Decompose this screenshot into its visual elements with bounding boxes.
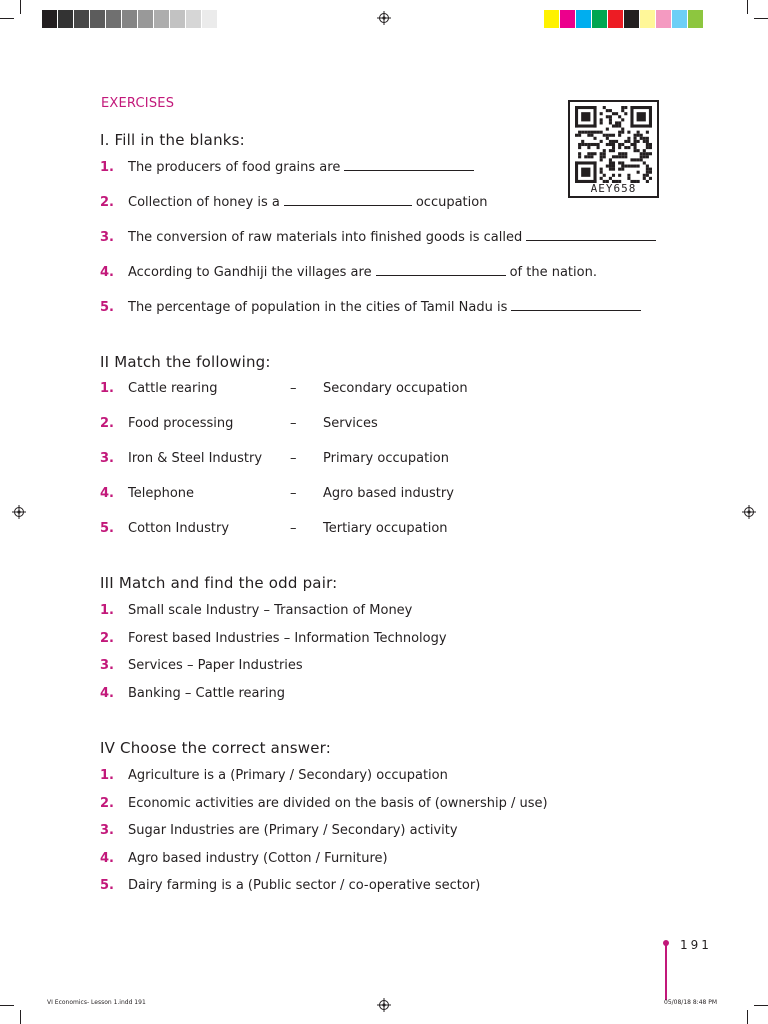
color-swatch — [624, 10, 640, 28]
blank-line — [376, 263, 506, 276]
match-right-term: Primary occupation — [323, 451, 449, 466]
match-left-term: Food processing — [128, 416, 234, 431]
match-left-term: Cotton Industry — [128, 521, 230, 536]
item-text-suffix: occupation — [415, 195, 488, 210]
item-text: Agro based industry (Cotton / Furniture) — [128, 851, 388, 866]
item-number: 1. — [100, 768, 114, 783]
section-odd-pair-title: III Match and find the odd pair: — [100, 574, 338, 592]
match-dash: – — [290, 521, 297, 536]
item-text-suffix: of the nation. — [509, 265, 597, 280]
page-number-bar — [665, 944, 667, 1000]
list-item — [100, 158, 478, 175]
item-text: The producers of food grains are — [128, 160, 341, 175]
color-swatch — [672, 10, 688, 28]
item-number: 4. — [100, 265, 114, 280]
blank-line — [344, 158, 474, 171]
section-choose-answer-title: IV Choose the correct answer: — [100, 739, 332, 757]
section-match-title: II Match the following: — [100, 353, 271, 371]
blank-line — [511, 298, 641, 311]
color-swatch — [122, 10, 138, 28]
color-swatch — [58, 10, 74, 28]
match-left-term: Cattle rearing — [128, 381, 218, 396]
match-dash: – — [290, 416, 297, 431]
qr-code-label: AEY658 — [590, 182, 637, 195]
item-number: 4. — [100, 686, 114, 701]
item-number: 5. — [100, 300, 114, 315]
color-swatch — [186, 10, 202, 28]
item-number: 4. — [100, 851, 114, 866]
color-swatch — [42, 10, 58, 28]
color-swatch — [90, 10, 106, 28]
item-text: The percentage of population in the cities of Tamil Nadu is — [128, 300, 508, 315]
item-number: 5. — [100, 878, 114, 893]
color-swatch — [202, 10, 218, 28]
item-text: The conversion of raw materials into finished goods is called — [128, 230, 523, 245]
list-item — [100, 228, 660, 245]
item-number: 5. — [100, 521, 114, 536]
color-swatch — [138, 10, 154, 28]
match-right-term: Tertiary occupation — [323, 521, 448, 536]
color-swatch — [218, 10, 234, 28]
item-text: Agriculture is a (Primary / Secondary) occupation — [128, 768, 448, 783]
item-number: 1. — [100, 381, 114, 396]
section-fill-blanks-title: I. Fill in the blanks: — [100, 131, 245, 149]
item-number: 3. — [100, 230, 114, 245]
item-number: 2. — [100, 631, 114, 646]
registration-mark-icon — [377, 11, 391, 25]
list-item — [100, 263, 597, 280]
match-left-term: Telephone — [128, 486, 195, 501]
item-number: 1. — [100, 603, 114, 618]
match-right-term: Agro based industry — [323, 486, 454, 501]
item-number: 2. — [100, 416, 114, 431]
list-item — [100, 298, 645, 315]
item-number: 3. — [100, 451, 114, 466]
match-left-term: Iron & Steel Industry — [128, 451, 263, 466]
match-dash: – — [290, 381, 297, 396]
color-swatch — [656, 10, 672, 28]
footer-file-slug: VI Economics- Lesson 1.indd 191 — [47, 999, 146, 1006]
match-right-term: Secondary occupation — [323, 381, 468, 396]
registration-mark-icon — [12, 505, 26, 519]
match-right-term: Services — [323, 416, 378, 431]
page-number: 191 — [680, 938, 712, 952]
item-text: Sugar Industries are (Primary / Secondary) activity — [128, 823, 458, 838]
process-color-bar — [544, 10, 704, 28]
color-swatch — [576, 10, 592, 28]
color-swatch — [106, 10, 122, 28]
color-swatch — [560, 10, 576, 28]
color-swatch — [592, 10, 608, 28]
item-number: 4. — [100, 486, 114, 501]
item-text: Forest based Industries – Information Technology — [128, 631, 447, 646]
item-text: According to Gandhiji the villages are — [128, 265, 372, 280]
list-item — [100, 796, 548, 811]
color-swatch — [74, 10, 90, 28]
color-swatch — [170, 10, 186, 28]
item-text: Small scale Industry – Transaction of Money — [128, 603, 413, 618]
color-swatch — [608, 10, 624, 28]
qr-code-icon — [575, 106, 652, 183]
exercises-heading: EXERCISES — [101, 96, 175, 111]
list-item — [100, 658, 303, 673]
item-number: 1. — [100, 160, 114, 175]
footer-timestamp: 05/08/18 8:48 PM — [664, 999, 718, 1006]
color-swatch — [640, 10, 656, 28]
item-text: Dairy farming is a (Public sector / co-operative sector) — [128, 878, 481, 893]
list-item — [100, 603, 412, 618]
color-swatch — [154, 10, 170, 28]
list-item — [100, 878, 480, 893]
item-text: Services – Paper Industries — [128, 658, 303, 673]
match-dash: – — [290, 451, 297, 466]
list-item — [100, 768, 448, 783]
item-number: 2. — [100, 796, 114, 811]
match-dash: – — [290, 486, 297, 501]
blank-line — [284, 193, 412, 206]
item-number: 2. — [100, 195, 114, 210]
item-text: Economic activities are divided on the basis of (ownership / use) — [128, 796, 548, 811]
item-number: 3. — [100, 823, 114, 838]
list-item — [100, 193, 487, 210]
blank-line — [526, 228, 656, 241]
list-item — [100, 686, 285, 701]
list-item — [100, 631, 447, 646]
registration-mark-icon — [377, 998, 391, 1012]
color-swatch — [544, 10, 560, 28]
registration-mark-icon — [742, 505, 756, 519]
list-item — [100, 823, 458, 838]
qr-code[interactable] — [568, 100, 659, 198]
list-item — [100, 851, 388, 866]
item-text: Banking – Cattle rearing — [128, 686, 285, 701]
color-swatch — [688, 10, 704, 28]
grayscale-color-bar — [42, 10, 234, 28]
item-text: Collection of honey is a — [128, 195, 280, 210]
item-number: 3. — [100, 658, 114, 673]
